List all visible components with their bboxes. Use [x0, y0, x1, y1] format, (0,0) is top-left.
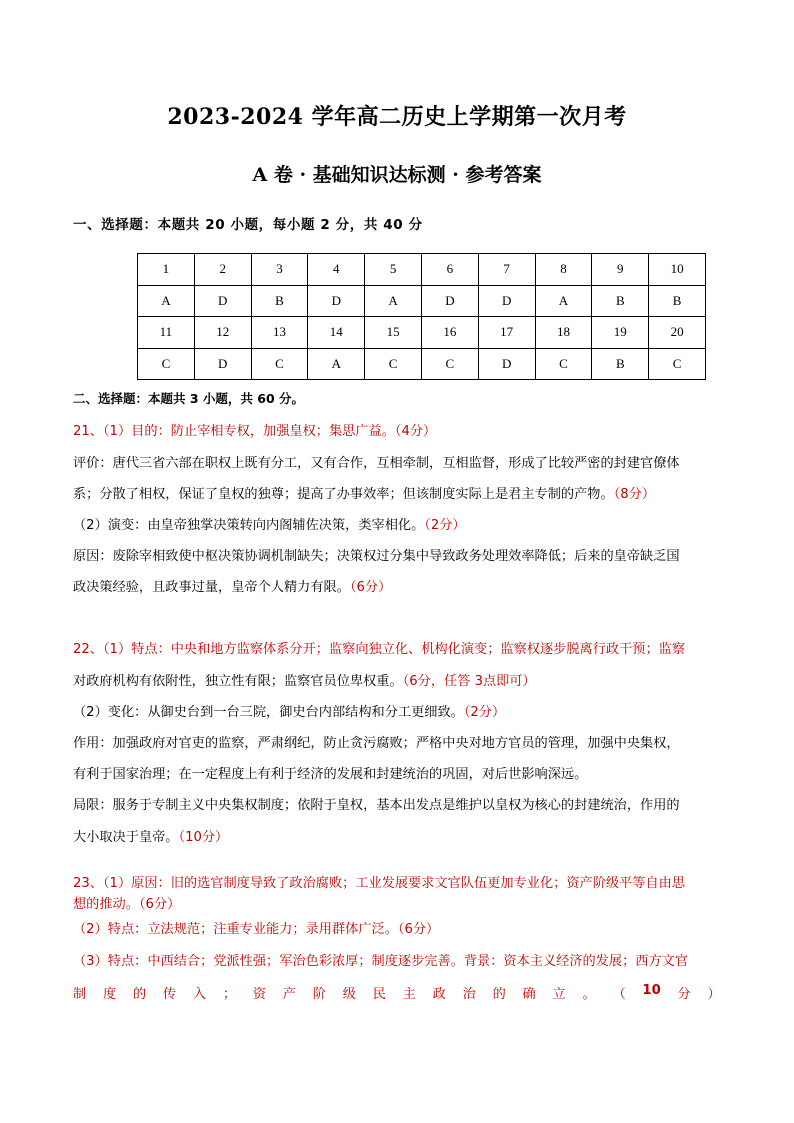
q21-score-4: （2分） — [424, 518, 466, 533]
question-number-cell: 18 — [535, 317, 592, 349]
question-number-cell: 8 — [535, 254, 592, 286]
question-number-cell: 14 — [308, 317, 365, 349]
page-subtitle: A 卷 · 基础知识达标测 · 参考答案 — [252, 164, 542, 186]
q23-char: 传 — [162, 987, 177, 1002]
q22-score-3: （2分） — [463, 705, 506, 720]
q21-line-4 — [73, 514, 725, 533]
q23-score-char: 10 — [642, 983, 661, 998]
answer-cell: A — [365, 285, 422, 317]
q21-line-1-num: 21、（1）目的：防止宰相专权，加强皇权；集思广益。 — [73, 424, 395, 439]
q21-score-6: （6分） — [349, 580, 392, 595]
table-row — [138, 285, 706, 317]
answer-cell: C — [365, 348, 422, 380]
page-title: 2023-2024 学年高二历史上学期第一次月考 — [167, 104, 627, 130]
q21-line-6 — [73, 576, 725, 595]
q23-char: （ — [612, 987, 626, 1002]
question-number-cell: 1 — [138, 254, 195, 286]
answer-cell: C — [421, 348, 478, 380]
q23-line-1 — [73, 872, 725, 891]
section-1-heading: 一、选择题：本题共 20 小题，每小题 2 分，共 40 分 — [73, 217, 423, 233]
q22-line-2-text: 对政府机构有依附性，独立性有限；监察官员位卑权重。 — [73, 674, 403, 689]
q23-char: 。 — [582, 987, 596, 1002]
answer-cell: D — [478, 348, 535, 380]
q23-line-3-text: （2）特点：立法规范；注重专业能力；录用群体广泛。 — [73, 922, 398, 937]
answer-cell: D — [478, 285, 535, 317]
table-row — [138, 254, 706, 286]
answer-cell: B — [592, 285, 649, 317]
q21-score-3: （8分） — [613, 487, 656, 502]
answer-cell: D — [421, 285, 478, 317]
question-number-cell: 20 — [649, 317, 706, 349]
q23-line-4 — [73, 950, 725, 969]
q23-char: ； — [222, 987, 237, 1002]
question-number-cell: 9 — [592, 254, 649, 286]
q22-score-7: （10分） — [178, 830, 229, 845]
q21-line-1 — [73, 420, 725, 439]
q22-score-2: （6分，任答 3点即可） — [402, 674, 536, 689]
q23-line-3 — [73, 918, 725, 937]
question-number-cell: 16 — [421, 317, 478, 349]
q23-line-1-text: 23、（1）原因：旧的选官制度导致了政治腐败；工业发展要求文官队伍更加专业化；资产阶级平等自由思 — [73, 876, 686, 891]
q23-char: 产 — [282, 987, 296, 1002]
q21-score-1: （4分） — [394, 424, 437, 439]
question-number-cell: 10 — [649, 254, 706, 286]
table-row — [138, 348, 706, 380]
question-number-cell: 15 — [365, 317, 422, 349]
question-number-cell: 3 — [251, 254, 308, 286]
q23-line-4-text: （3）特点：中西结合；党派性强；军治色彩浓厚；制度逐步完善。背景：资本主义经济的发展；西方文官 — [73, 954, 689, 969]
question-number-cell: 19 — [592, 317, 649, 349]
q22-line-1-text: 22、（1）特点：中央和地方监察体系分开；监察向独立化、机构化演变；监察权逐步脱离行政干预；监察 — [73, 642, 686, 657]
q22-line-7-text: 大小取决于皇帝。 — [73, 830, 179, 845]
q23-score-3: （6分） — [397, 922, 440, 937]
answer-cell: B — [649, 285, 706, 317]
answer-cell: C — [138, 348, 195, 380]
q22-line-2 — [73, 670, 725, 689]
q23-char: 政 — [432, 987, 446, 1002]
q21-line-3-text: 系；分散了相权，保证了皇权的独尊；提高了办事效率；但该制度实际上是君主专制的产物。 — [73, 487, 614, 502]
question-number-cell: 6 — [421, 254, 478, 286]
answer-cell: B — [592, 348, 649, 380]
answer-cell: A — [535, 285, 592, 317]
q23-char: 级 — [342, 987, 356, 1002]
q21-line-2: 评价：唐代三省六部在职权上既有分工，又有合作，互相牵制，互相监督，形成了比较严密的封建官僚体 — [73, 456, 680, 471]
q23-char: 的 — [132, 987, 147, 1002]
q23-char: 制 — [73, 987, 87, 1002]
q23-char: 度 — [102, 987, 117, 1002]
q23-char: 分 — [677, 987, 691, 1002]
answer-cell: D — [194, 285, 251, 317]
q21-line-4-text: （2）演变：由皇帝独掌决策转向内阁辅佐决策，类宰相化。 — [73, 518, 425, 533]
question-number-cell: 5 — [365, 254, 422, 286]
q23-char: 民 — [372, 987, 386, 1002]
answer-table — [137, 253, 706, 380]
q23-char: 确 — [522, 987, 536, 1002]
q21-line-3 — [73, 483, 725, 502]
question-number-cell: 12 — [194, 317, 251, 349]
q22-line-4: 作用：加强政府对官吏的监察，严肃纲纪，防止贪污腐败；严格中央对地方官员的管理，加强中央集权， — [73, 736, 680, 751]
q23-line-2-text: 想的推动。 — [73, 897, 139, 912]
q22-line-5: 有利于国家治理；在一定程度上有利于经济的发展和封建统治的巩固，对后世影响深远。 — [73, 767, 588, 782]
q23-line-5 — [73, 983, 721, 1002]
q22-line-1 — [73, 638, 725, 657]
q22-line-6: 局限：服务于专制主义中央集权制度；依附于皇权，基本出发点是维护以皇权为核心的封建统治，作用的 — [73, 798, 680, 813]
q22-line-3 — [73, 701, 725, 720]
q22-line-7 — [73, 826, 725, 845]
answer-cell: D — [308, 285, 365, 317]
q23-line-2 — [73, 893, 725, 912]
q23-char: 的 — [492, 987, 506, 1002]
question-number-cell: 2 — [194, 254, 251, 286]
answer-cell: A — [308, 348, 365, 380]
answer-cell: B — [251, 285, 308, 317]
q23-char: 阶 — [312, 987, 326, 1002]
question-number-cell: 13 — [251, 317, 308, 349]
answer-cell: A — [138, 285, 195, 317]
q23-char: 入 — [192, 987, 207, 1002]
question-number-cell: 11 — [138, 317, 195, 349]
q23-char: 立 — [552, 987, 566, 1002]
q22-line-3-text: （2）变化：从御史台到一台三院，御史台内部结构和分工更细致。 — [73, 705, 464, 720]
answer-cell: C — [251, 348, 308, 380]
q23-char: 主 — [402, 987, 416, 1002]
q23-char: 资 — [252, 987, 266, 1002]
section-2-heading: 二、选择题：本题共 3 小题，共 60 分。 — [73, 391, 305, 406]
question-number-cell: 4 — [308, 254, 365, 286]
answer-cell: D — [194, 348, 251, 380]
answer-cell: C — [649, 348, 706, 380]
q23-char: 治 — [462, 987, 476, 1002]
table-row — [138, 317, 706, 349]
q23-score-2: （6分） — [138, 897, 181, 912]
question-number-cell: 17 — [478, 317, 535, 349]
q23-char: ） — [707, 987, 721, 1002]
q21-line-6-text: 政决策经验，且政事过量，皇帝个人精力有限。 — [73, 580, 350, 595]
q21-line-5: 原因：废除宰相致使中枢决策协调机制缺失；决策权过分集中导致政务处理效率降低；后来的皇帝缺乏国 — [73, 549, 680, 564]
answer-cell: C — [535, 348, 592, 380]
question-number-cell: 7 — [478, 254, 535, 286]
